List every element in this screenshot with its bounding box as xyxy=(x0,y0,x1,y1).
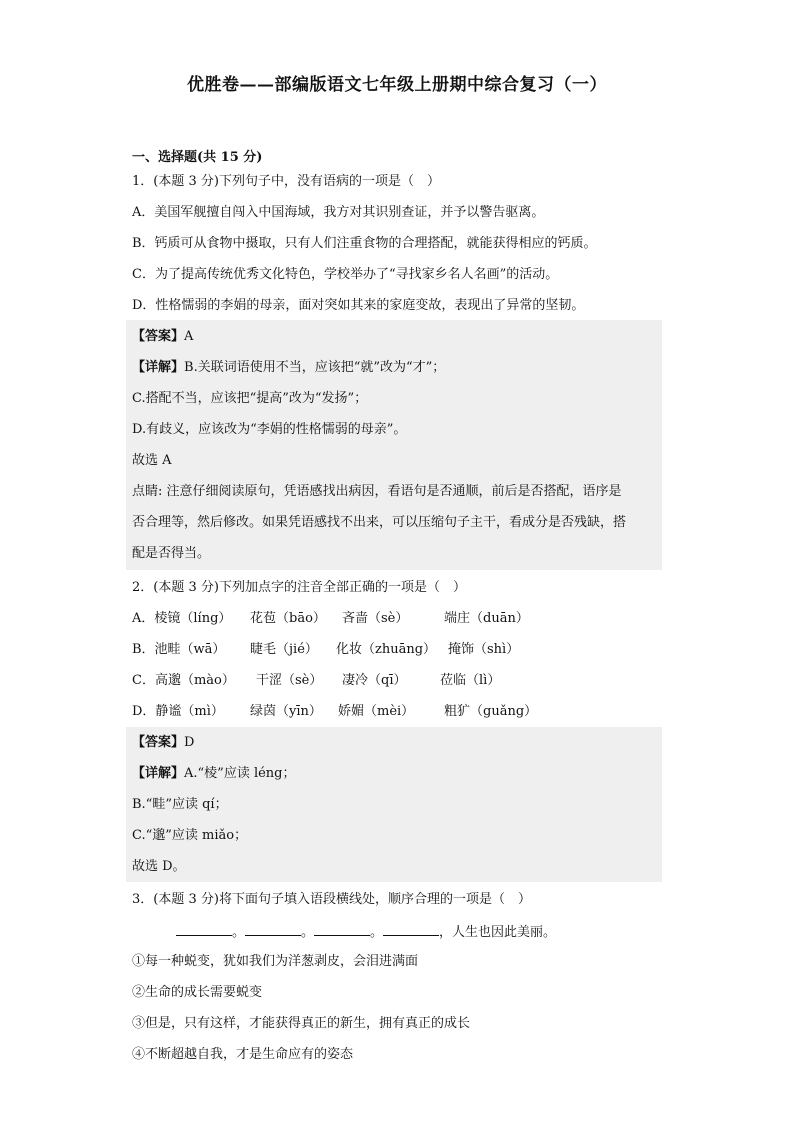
q2-c-word-1: C．高邈（mào） xyxy=(132,673,235,688)
q2-b-word-3: 化妆（zhuāng） xyxy=(336,642,437,657)
q1-conclusion: 故选 A xyxy=(132,453,172,468)
detail-text: A.“棱”应读 léng； xyxy=(184,766,296,781)
q2-b-word-1: B．池畦（wā） xyxy=(132,642,226,657)
q2-option-c xyxy=(132,671,500,691)
q2-d-word-1: D．静谧（mì） xyxy=(132,704,224,719)
q3-item-4: ④不断超越自我，才是生命应有的姿态 xyxy=(132,1047,354,1062)
q2-a-word-4: 端庄（duān） xyxy=(444,611,529,626)
q1-detail-d: D.有歧义，应该改为“李娟的性格懦弱的母亲”。 xyxy=(132,422,407,437)
q2-a-word-1: A．棱镜（líng） xyxy=(132,611,232,626)
q1-option-d: D．性格懦弱的李娟的母亲，面对突如其来的家庭变故，表现出了异常的坚韧。 xyxy=(132,298,585,313)
q1-tip-line-2: 否合理等，然后修改。如果凭语感找不出来，可以压缩句子主干，看成分是否残缺，搭 xyxy=(132,515,627,530)
blank-3 xyxy=(314,921,370,936)
q2-d-word-3: 娇媚（mèi） xyxy=(338,704,415,719)
detail-label: 【详解】 xyxy=(132,766,185,781)
section-heading: 一、选择题(共 15 分) xyxy=(132,150,263,165)
q2-answer-box xyxy=(126,727,662,882)
blank-sep: 。 xyxy=(370,925,384,940)
q2-detail-line xyxy=(132,764,296,784)
q3-blank-line xyxy=(176,921,556,943)
q2-b-word-2: 睫毛（jié） xyxy=(250,642,318,657)
answer-value: A xyxy=(184,329,194,344)
q2-c-word-2: 干涩（sè） xyxy=(256,673,323,688)
q1-detail-c: C.搭配不当，应该把“提高”改为“发扬”； xyxy=(132,391,368,406)
q1-stem: 1．(本题 3 分)下列句子中，没有语病的一项是（ ） xyxy=(132,174,440,189)
q2-b-word-4: 掩饰（shì） xyxy=(448,642,520,657)
q1-tip-line-1: 点睛: 注意仔细阅读原句，凭语感找出病因，看语句是否通顺，前后是否搭配，语序是 xyxy=(132,484,622,499)
q3-item-2: ②生命的成长需要蜕变 xyxy=(132,985,263,1000)
q2-a-word-3: 吝啬（sè） xyxy=(342,611,409,626)
q3-stem: 3．(本题 3 分)将下面句子填入语段横线处，顺序合理的一项是（ ） xyxy=(132,892,531,907)
q2-d-word-4: 粗犷（guǎng） xyxy=(444,704,538,719)
q2-c-word-3: 凄冷（qī） xyxy=(342,673,407,688)
blank-sep: 。 xyxy=(301,925,315,940)
q2-answer-line xyxy=(132,733,194,753)
q2-a-word-2: 花苞（bāo） xyxy=(250,611,326,626)
q2-detail-c: C.“邈”应读 miǎo； xyxy=(132,828,248,843)
q3-item-1: ①每一种蜕变，犹如我们为洋葱剥皮，会泪进满面 xyxy=(132,954,419,969)
q2-d-word-2: 绿茵（yīn） xyxy=(250,704,322,719)
page-title: 优胜卷——部编版语文七年级上册期中综合复习（一） xyxy=(187,75,607,95)
detail-label: 【详解】 xyxy=(132,360,185,375)
q1-option-a: A．美国军舰擅自闯入中国海域，我方对其识别查证，并予以警告驱离。 xyxy=(132,205,545,220)
q2-option-a xyxy=(132,609,529,629)
q1-option-b: B．钙质可从食物中摄取，只有人们注重食物的合理搭配，就能获得相应的钙质。 xyxy=(132,236,597,251)
answer-label: 【答案】 xyxy=(132,735,185,750)
blank-sep: 。 xyxy=(232,925,246,940)
q2-detail-b: B.“畦”应读 qí； xyxy=(132,797,228,812)
q2-conclusion: 故选 D。 xyxy=(132,859,186,874)
q3-item-3: ③但是，只有这样，才能获得真正的新生，拥有真正的成长 xyxy=(132,1016,471,1031)
blank-2 xyxy=(245,921,301,936)
q2-option-d xyxy=(132,702,537,722)
answer-value: D xyxy=(184,735,195,750)
blank-tail: ，人生也因此美丽。 xyxy=(439,925,557,940)
q1-answer-box xyxy=(126,320,662,570)
q1-detail-line xyxy=(132,358,445,378)
q1-tip-line-3: 配是否得当。 xyxy=(132,546,211,561)
blank-1 xyxy=(176,921,232,936)
q1-option-c: C．为了提高传统优秀文化特色，学校举办了“寻找家乡名人名画”的活动。 xyxy=(132,267,559,282)
q2-stem: 2．(本题 3 分)下列加点字的注音全部正确的一项是（ ） xyxy=(132,580,466,595)
q1-answer-line xyxy=(132,327,193,347)
q2-c-word-4: 莅临（lì） xyxy=(440,673,501,688)
answer-label: 【答案】 xyxy=(132,329,185,344)
blank-4 xyxy=(383,921,439,936)
detail-text: B.关联词语使用不当，应该把“就”改为“才”； xyxy=(184,360,446,375)
q2-option-b xyxy=(132,640,519,660)
